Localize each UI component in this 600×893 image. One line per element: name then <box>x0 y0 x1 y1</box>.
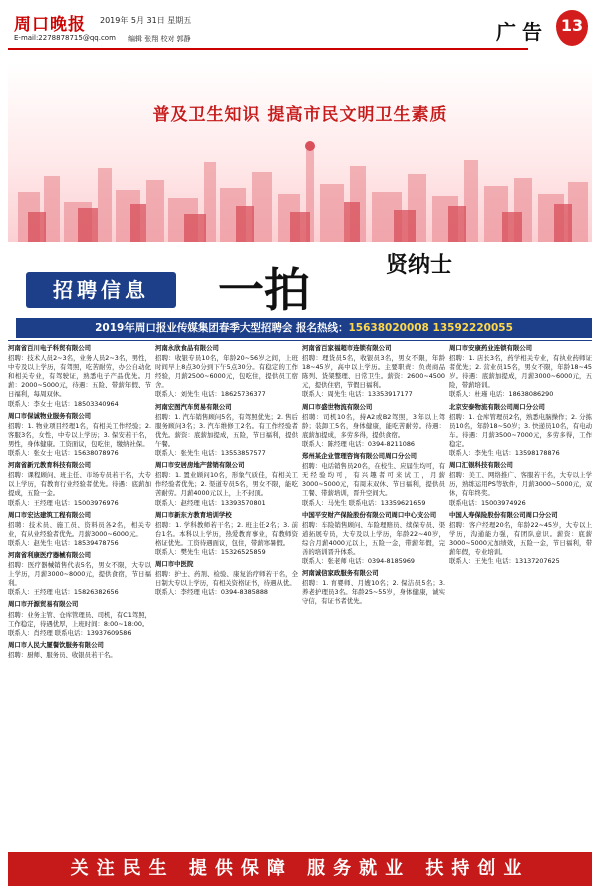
newspaper-logo: 周口晚报 <box>14 15 86 35</box>
ad-contact: 联系人：周先生 电话：13353917177 <box>302 390 413 399</box>
ad-company-name: 河南永欣食品有限公司 <box>155 344 219 352</box>
ad-contact: 联系电话：15003974926 <box>449 498 526 507</box>
ad-contact: 联系人：李女士 电话：18503340964 <box>8 399 119 408</box>
ad-company-name: 河南省百川电子科贸有限公司 <box>8 344 92 352</box>
ad-contact: 联系人：赵经理 电话：13393570801 <box>155 498 266 507</box>
job-ad <box>302 511 445 567</box>
ad-company-name: 周口市保诚物业服务有限公司 <box>8 411 92 420</box>
ad-contact: 联系人：陈经理 电话：0394-8211086 <box>302 439 415 448</box>
ad-company-name: 河南诚信家政服务有限公司 <box>302 569 379 578</box>
job-ad <box>449 511 592 567</box>
editor-credits: 编辑 张翔 校对 郭静 <box>128 35 191 43</box>
ad-company-name: 中国人寿保险股份有限公司周口分公司 <box>449 510 558 519</box>
ad-company-name: 周口汇银科技有限公司 <box>449 461 513 470</box>
job-ad <box>8 641 151 660</box>
hotline-label: 2019年周口报业传媒集团春季大型招聘会 报名热线： <box>95 322 349 334</box>
ad-contact: 联系人：王经理 电话：15003976976 <box>8 498 119 507</box>
ad-company-name: 周口市安居房地产营销有限公司 <box>155 461 245 470</box>
ad-body: 招聘：司机10名，持A2或B2驾照，3年以上驾龄；装卸工5名，身体健康，能吃苦耐劳。待遇：底薪加提成，多劳多得，提供食宿。 <box>302 412 445 439</box>
job-ad <box>302 344 445 400</box>
ad-body: 招聘：医疗器械销售代表5名，男女不限，大专以上学历，月薪3000~8000元，提供食宿，节日福利。 <box>8 561 151 588</box>
page-number-badge: 13 <box>556 10 588 46</box>
section-title: 广告 <box>496 20 548 44</box>
city-skyline-illustration <box>8 132 592 242</box>
job-ad <box>302 403 445 449</box>
ad-body: 招聘：美工、网络推广、客服若干名，大专以上学历，熟练运用PS等软件，月薪3000~5000元，双休，有年终奖。 <box>449 471 592 498</box>
ad-company-name: 周口市人民大厦餐饮服务有限公司 <box>8 640 104 649</box>
ad-body: 招聘：业务主管、仓库管理员、司机，有C1驾照，工作稳定，待遇优厚，上班时间：8:00~18:00。 <box>8 610 151 628</box>
ad-company-name: 周口市盛世物流有限公司 <box>302 402 373 411</box>
job-ad <box>8 511 151 548</box>
ad-contact: 联系人：王经理 电话：15826382656 <box>8 588 119 597</box>
ad-column-4 <box>449 344 592 846</box>
ad-body: 招聘：1. 置业顾问10名，形象气质佳，有相关工作经验者优先；2. 渠道专员5名，男女不限，能吃苦耐劳。月薪4000元以上，上不封顶。 <box>155 471 298 498</box>
ad-company-name: 周口市新东方教育培训学校 <box>155 510 232 519</box>
ad-company-name: 河南省新元教育科技有限公司 <box>8 461 92 470</box>
job-ad <box>8 600 151 637</box>
ad-company-name: 河南省百家福超市连锁有限公司 <box>302 344 392 352</box>
job-ad <box>155 344 298 400</box>
ad-company-name: 北京安泰物流有限公司周口分公司 <box>449 402 545 411</box>
job-ad <box>449 344 592 400</box>
job-ad <box>155 461 298 507</box>
ad-contact: 联系人：肖经理 联系电话：13937609586 <box>8 628 132 637</box>
job-ad <box>449 461 592 507</box>
ad-contact: 联系人：马先生 联系电话：13359621659 <box>302 498 426 507</box>
issue-date: 2019年 5月 31日 星期五 <box>100 16 192 25</box>
job-ad <box>8 412 151 458</box>
ad-body: 招聘：1. 学科教师若干名；2. 班主任2名；3. 前台1名。本科以上学历，热爱教育事业，有教师资格证优先。工资待遇面议，包住，带薪寒暑假。 <box>155 520 298 547</box>
ad-body: 招聘：课程顾问、班主任、市场专员若干名，大专以上学历，有教育行业经验者优先。待遇：底薪加提成，五险一金。 <box>8 471 151 498</box>
job-ad <box>8 461 151 507</box>
job-ad <box>8 344 151 409</box>
ad-body: 招聘：1. 育婴师、月嫂10名；2. 保洁员5名；3. 养老护理员3名。年龄25~55岁，身体健康，诚实守信，有证书者优先。 <box>302 579 445 606</box>
ad-column-1 <box>8 344 151 846</box>
ad-contact: 联系人：刘先生 电话：18625736377 <box>155 390 266 399</box>
ad-body: 招聘：收银专员10名，年龄20~56岁之间，上班时间早上8点30分到下午5点30分。有稳定的工作经验，月薪2500~6000元，包吃住，提供员工宿舍。 <box>155 354 298 390</box>
ad-body: 招聘：理货员5名，收银员3名，男女不限，年龄18~45岁，高中以上学历。主要职责：负责商品陈列、货架整理、日常卫生。薪资：2600~4500元，提供住宿，节假日福利。 <box>302 354 445 390</box>
ad-company-name: 周口市宏达建筑工程有限公司 <box>8 510 92 519</box>
ad-company-name: 周口市中医院 <box>155 560 194 569</box>
ad-contact: 联系人：杜瑾 电话：18638086290 <box>449 390 554 399</box>
ad-body: 招聘：1. 店长3名，药学相关专业，有执业药师证者优先；2. 营业员15名，男女不限，年龄18~45岁。待遇：底薪加提成，月薪3000~6000元，五险，带薪培训。 <box>449 354 592 390</box>
hero-poster <box>8 62 592 242</box>
job-ad <box>155 560 298 597</box>
ad-column-3 <box>302 344 445 846</box>
masthead <box>8 4 592 60</box>
job-ad <box>302 452 445 508</box>
banner-brush-subtitle: 贤纳士 <box>386 252 453 278</box>
job-ad <box>449 403 592 459</box>
ad-body: 招聘：护士、药剂、检验、康复治疗师若干名，全日制大专以上学历，有相关资格证书，待遇从优。 <box>155 570 298 588</box>
ad-body: 招聘：厨师、服务员、收银员若干名。 <box>8 650 117 659</box>
ad-company-name: 周口市开源贸易有限公司 <box>8 600 79 609</box>
ad-company-name: 周口市安康药业连锁有限公司 <box>449 344 533 352</box>
banner-brush-calligraphy: 一拍 <box>218 263 310 317</box>
hero-title: 普及卫生知识 提高市民文明卫生素质 <box>152 105 448 125</box>
ad-body: 招聘：车险销售顾问、车险理赔员、续保专员、渠道拓展专员，大专及以上学历，年龄22~40岁，综合月薪4000元以上，五险一金，带薪年假，完善的培训晋升体系。 <box>302 520 445 556</box>
ad-contact: 联系人：王先生 电话：13137207625 <box>449 557 560 566</box>
ad-contact: 联系人：张老师 电话：0394-8185969 <box>302 557 415 566</box>
job-ad <box>302 569 445 606</box>
ad-body: 招聘：1. 汽车销售顾问5名，有驾照优先；2. 售后服务顾问3名；3. 汽车维修工2名。有工作经验者优先。薪资：底薪加提成，五险，节日福利，提供午餐。 <box>155 412 298 448</box>
ad-body: 招聘：1. 仓库管理员2名，熟悉电脑操作；2. 分拣员10名，年龄18~50岁；3. 快递员10名，有电动车。待遇：月薪3500~7000元，多劳多得，工作稳定。 <box>449 412 592 448</box>
ad-contact: 联系人：李先生 电话：13598178876 <box>449 449 560 458</box>
job-ad <box>155 403 298 459</box>
job-fair-hotline <box>16 318 592 338</box>
ad-company-name: 中国平安财产保险股份有限公司周口中心支公司 <box>302 510 437 519</box>
job-ad <box>155 511 298 557</box>
ad-contact: 联系人：樊先生 电话：15326525859 <box>155 547 266 556</box>
ad-column-2 <box>155 344 298 846</box>
job-ad <box>8 551 151 597</box>
masthead-divider <box>8 48 528 50</box>
ad-body: 招聘：电话销售员20名，在校生、应届生均可，有无经验均可，有兴趣者可来试工，月薪3000~5000元，有周末双休、节日福利，提供员工餐、带薪培训，晋升空间大。 <box>302 462 445 498</box>
ad-contact: 联系人：李经理 电话：0394-8385888 <box>155 588 268 597</box>
ad-body: 招聘：1. 物业项目经理1名，有相关工作经验；2. 客服3名，女性，中专以上学历；3. 保安若干名，男性，身体健康。工资面议，包吃住，缴纳社保。 <box>8 421 151 448</box>
ad-company-name: 郑州某企业管理咨询有限公司周口分公司 <box>302 452 418 461</box>
ad-contact: 联系人：张先生 电话：13553857577 <box>155 449 266 458</box>
contact-email: E-mail:2278878715@qq.com <box>14 34 116 42</box>
ad-contact: 联系人：张女士 电话：15638078976 <box>8 449 119 458</box>
ad-body: 招聘：客户经理20名，年龄22~45岁，大专以上学历，沟通能力强，有团队意识。薪资：底薪3000~5000元加绩效，五险一金，节日福利，带薪年假，专业培训。 <box>449 520 592 556</box>
ad-contact: 联系人：赵先生 电话：18539478756 <box>8 538 119 547</box>
ad-company-name: 河南宏图汽车贸易有限公司 <box>155 402 232 411</box>
banner-label: 招聘信息 <box>26 272 176 308</box>
hotline-numbers: 15638020008 13592220055 <box>348 322 513 334</box>
ad-body: 招聘：技术人员2~3名，业务人员2~3名，男性，中专及以上学历，有驾照，吃苦耐劳，办公自动化和相关专业，有驾驶证，熟悉电子产品优先。月薪：2000~5000元，待遇：五险、带薪年假、节日福利，每周双休。 <box>8 354 151 399</box>
recruitment-banner <box>8 244 592 338</box>
footer-slogan: 关注民生 提供保障 服务就业 扶持创业 <box>8 852 592 886</box>
ad-body: 招聘：技术员、施工员、资料员各2名，相关专业，有从业经验者优先。月薪3000~6000元。 <box>8 520 151 538</box>
ad-company-name: 河南省利康医疗器械有限公司 <box>8 550 92 559</box>
job-ads-columns <box>8 340 592 846</box>
